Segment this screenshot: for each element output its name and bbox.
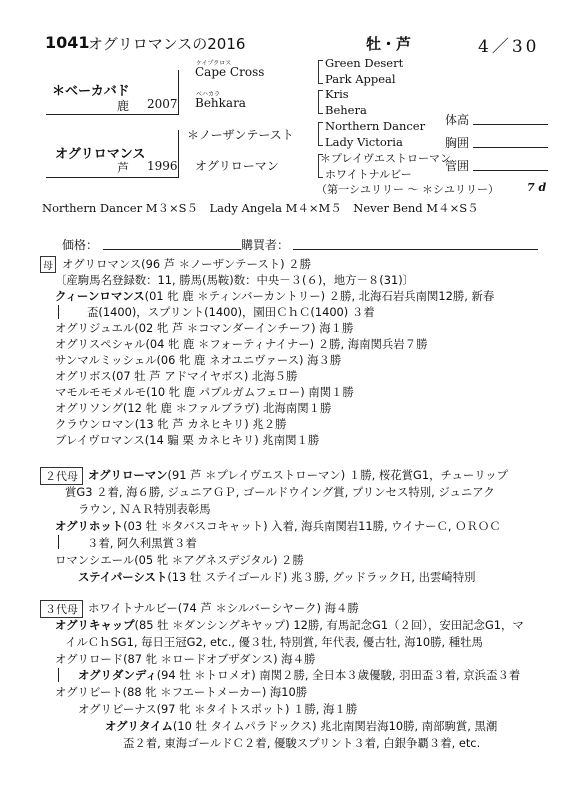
sire-dam-ruby: ベハカラ xyxy=(196,91,221,98)
dam-line-8: マモルモモメルモ(10 牝 鹿 パブルガムフェロー) 南関１勝 xyxy=(55,385,354,399)
gen3-label: ３代母 xyxy=(40,600,83,618)
sire-color: 鹿 xyxy=(117,99,130,113)
gen3-line-2: イルＣｈSG1, 毎日王冠G2, etc., 優３牡, 特別賞, 年代表, 優古牡, 海10勝, 種牡馬 xyxy=(65,635,483,649)
gen3-line-1: オグリキャップ(85 牡 ＊ダンシングキヤップ) 12勝, 有馬記念G1（２回），安田記念G1，マ xyxy=(55,618,524,632)
ggsire-1: Green Desert xyxy=(325,56,404,70)
dam-dam-parent-1: ＊プレイヴエストローマン xyxy=(320,152,452,165)
gen3-line-3: オグリロード(87 牝 ＊ロードオブザダンス) 海４勝 xyxy=(55,652,316,666)
gen3-line-0: ホワイトナルビー(74 芦 ＊シルバーシヤーク) 海４勝 xyxy=(88,601,359,615)
gen3-line-6: オグリビーナス(97 牝 ＊タイトスポット) １勝, 海１勝 xyxy=(78,702,358,716)
dam-line-0: オグリロマンス(96 芦 ＊ノーザンテースト) ２勝 xyxy=(62,257,311,271)
sex-color: 牡・芦 xyxy=(366,35,412,53)
gen2-label: ２代母 xyxy=(40,467,83,485)
inbreeding-line: Northern Dancer M３×S５ Lady Angela M４×M５ Never Bend M４×S５ xyxy=(42,201,479,215)
gen2-line-6: ステイパーシスト(13 牡 ステイゴールド) 兆３勝, グッドラックＨ, 出雲崎特別 xyxy=(78,570,476,584)
dam-line-11: ブレイヴロマンス(14 騸 栗 カネヒキリ) 兆南関１勝 xyxy=(55,433,320,447)
gen2-line-0: オグリローマン(91 芦 ＊プレイヴエストローマン) １勝, 桜花賞G1，チューリップ xyxy=(88,468,509,482)
girth-label: 胸囲 xyxy=(445,136,470,150)
dam-dam-name: オグリローマン xyxy=(195,159,279,173)
dam-line-9: オグリソング(12 牝 鹿 ＊ファルブラヴ) 北海南関１勝 xyxy=(55,401,332,415)
sire-year: 2007 xyxy=(147,97,178,111)
gen2-line-3: オグリホット(03 牡 ＊タバスコキャット) 入着, 海兵南関岩11勝, ウイナーＣ, ＯＲＯＣ xyxy=(55,519,501,533)
ggsire-2: Park Appeal xyxy=(325,72,396,86)
gen3-line-4: オグリダンディ(94 牡 ＊トロメオ) 南関２勝, 全日本３歳優駿, 羽田盃３着, 京浜盃３着 xyxy=(78,668,521,682)
dam-name: オグリロマンス xyxy=(55,147,146,162)
family-line: （第一シユリリー ～ ＊シユリリー） xyxy=(316,183,499,196)
sire-sire-name: Cape Cross xyxy=(195,65,265,79)
buyer-label: 購買者： xyxy=(241,238,290,252)
dam-line-4: オグリジュエル(02 牝 芦 ＊コマンダーインチーフ) 海１勝 xyxy=(55,321,354,335)
dam-dam-parent-2: ホワイトナルビー xyxy=(325,168,412,181)
dam-sire-parent-1: Northern Dancer xyxy=(325,119,426,133)
dam-line-2: クィーンロマンス(01 牝 鹿 ＊ティンバーカントリー) ２勝, 北海石岩兵南関12勝, 新春 xyxy=(55,289,495,303)
gen2-line-2: ラウン, ＮＡＲ特別表彰馬 xyxy=(78,502,211,516)
sire-sire-ruby: ケイプクロス xyxy=(196,60,232,67)
dam-section-label: 母 xyxy=(40,256,56,273)
horse-title: オグリロマンスの2016 xyxy=(88,35,246,53)
dam-sire-name: ＊ノーザンテースト xyxy=(187,128,294,142)
gen2-line-4: ３着, 阿久利黒賞３着 xyxy=(87,536,197,550)
cannon-label: 管囲 xyxy=(445,159,470,173)
dam-line-6: サンマルミッシェル(06 牝 鹿 ネオユニヴァース) 海３勝 xyxy=(55,353,342,367)
dam-line-5: オグリスペシャル(04 牝 鹿 ＊フォーティナイナー) ２勝, 海南関兵岩７勝 xyxy=(55,337,428,351)
dam-year: 1996 xyxy=(147,159,178,173)
dam-line-1: 〔産駒馬名登録数：11, 勝馬(馬鞍)数：中央－３(６)，地方－８(31)〕 xyxy=(55,273,415,287)
gen3-line-7: オグリタイム(10 牡 タイムパラドックス) 兆北南関岩海10勝, 南部駒賞, 黒潮 xyxy=(105,719,498,733)
price-label: 価格： xyxy=(62,238,99,252)
lot-number: 1041 xyxy=(45,33,90,52)
dam-sire-parent-2: Lady Victoria xyxy=(325,135,403,149)
height-label: 体高 xyxy=(445,113,470,127)
sire-name: ＊ベーカバド xyxy=(52,84,130,99)
dam-line-7: オグリボス(07 牡 芦 アドマイヤボス) 北海５勝 xyxy=(55,369,298,383)
dam-line-3: 盃(1400)，スプリント(1400)，園田ＣｈＣ(1400) ３着 xyxy=(87,305,375,319)
sire-dam-name: Behkara xyxy=(195,96,246,110)
sale-date: 4／30 xyxy=(478,37,540,57)
dam-line-10: クラウンロマン(13 牝 芦 カネヒキリ) 兆２勝 xyxy=(55,417,287,431)
gen3-line-5: オグリビート(88 牝 ＊フエートメーカー) 海10勝 xyxy=(55,685,308,699)
ggdam-1: Kris xyxy=(325,87,349,101)
ggdam-2: Behera xyxy=(325,103,367,117)
gen2-line-5: ロマンシエール(05 牝 ＊アグネスデジタル) ２勝 xyxy=(55,553,304,567)
gen3-line-8: 盃２着, 東海ゴールドＣ２着, 優駿スプリント３着, 白銀争覇３着, etc. xyxy=(123,736,481,750)
family-number: 7 d xyxy=(527,181,547,194)
gen2-line-1: 賞G3 ２着, 海６勝, ジュニアＧＰ, ゴールドウイング賞, プリンセス特別, ジュニアク xyxy=(65,485,495,499)
dam-color: 芦 xyxy=(117,161,130,175)
